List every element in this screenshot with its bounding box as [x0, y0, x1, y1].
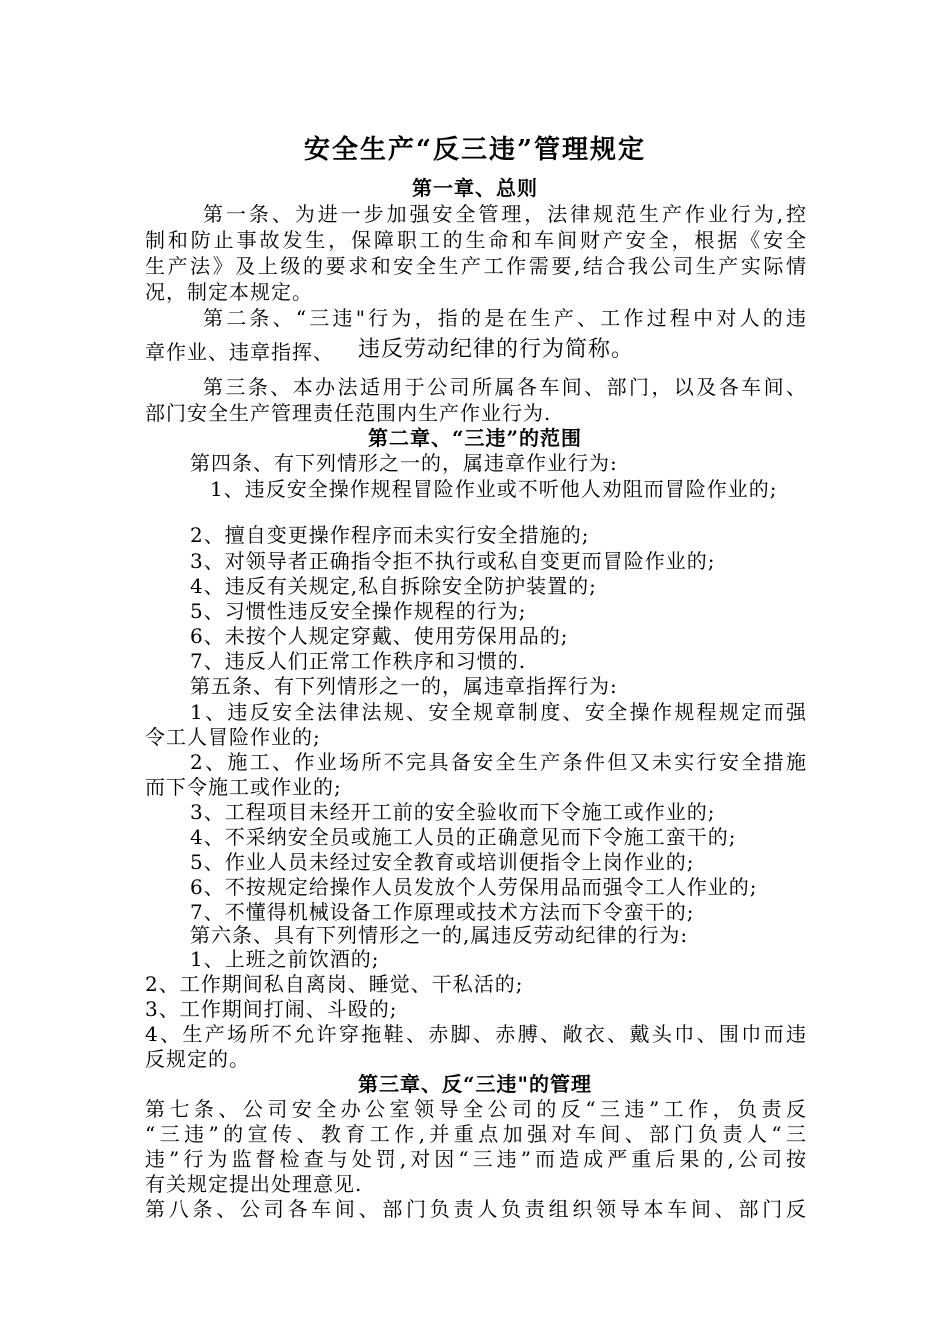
- article-5-item-2-line-2: 而下令施工或作业的;: [145, 775, 342, 799]
- article-6: 第六条、具有下列情形之一的,属违反劳动纪律的行为:: [190, 923, 689, 947]
- article-4-item-7: 7、违反人们正常工作秩序和习惯的.: [190, 649, 527, 673]
- article-6-item-2: 2、工作期间私自离岗、睡觉、干私活的;: [145, 972, 524, 996]
- article-5-item-1-line-1: 1、违反安全法律法规、安全规章制度、安全操作规程规定而强: [190, 700, 807, 724]
- article-2-line-2b: 违反劳动纪律的行为简称。: [358, 337, 635, 362]
- article-3-line-1: 第三条、本办法适用于公司所属各车间、部门，以及各车间、: [203, 375, 807, 399]
- chapter-2-heading: 第二章、“三违”的范围: [367, 426, 582, 450]
- chapter-3-heading: 第三章、反“三违"的管理: [358, 1072, 592, 1096]
- article-4-item-6: 6、未按个人规定穿戴、使用劳保用品的;: [190, 624, 569, 648]
- article-2-line-1: 第二条、“三违"行为，指的是在生产、工作过程中对人的违: [203, 306, 807, 330]
- article-7-line-2: “三违”的宣传、教育工作,并重点加强对车间、部门负责人“三: [145, 1122, 807, 1146]
- article-6-item-4-line-1: 4、生产场所不允许穿拖鞋、赤脚、赤膊、敞衣、戴头巾、围巾而违: [145, 1022, 807, 1046]
- article-6-item-1: 1、上班之前饮酒的;: [190, 947, 380, 971]
- article-5-item-6: 6、不按规定给操作人员发放个人劳保用品而强令工人作业的;: [190, 875, 758, 899]
- article-5: 第五条、有下列情形之一的，属违章指挥行为:: [190, 674, 618, 698]
- article-4-item-3: 3、对领导者正确指令拒不执行或私自变更而冒险作业的;: [190, 549, 716, 573]
- article-7-line-4: 有关规定提出处理意见.: [145, 1172, 363, 1196]
- article-2-line-2a: 章作业、违章指挥、: [145, 340, 334, 364]
- article-1-line-2: 制和防止事故发生，保障职工的生命和车间财产安全，根据《安全: [145, 228, 807, 252]
- article-1-line-4: 况，制定本规定。: [145, 280, 313, 304]
- article-7-line-1: 第七条、公司安全办公室领导全公司的反“三违”工作，负责反: [145, 1097, 807, 1121]
- article-4-item-4: 4、违反有关规定,私自拆除安全防护装置的;: [190, 574, 597, 598]
- chapter-1-heading: 第一章、总则: [412, 176, 538, 200]
- article-8-line-1: 第八条、公司各车间、部门负责人负责组织领导本车间、部门反: [145, 1197, 807, 1221]
- article-4: 第四条、有下列情形之一的，属违章作业行为:: [190, 451, 618, 475]
- article-7-line-3: 违”行为监督检查与处罚,对因“三违”而造成严重后果的,公司按: [145, 1147, 807, 1171]
- article-5-item-2-line-1: 2、施工、作业场所不完具备安全生产条件但又未实行安全措施: [190, 750, 807, 774]
- article-5-item-1-line-2: 令工人冒险作业的;: [145, 725, 321, 749]
- article-4-item-5: 5、习惯性违反安全操作规程的行为;: [190, 599, 527, 623]
- article-5-item-4: 4、不采纳安全员或施工人员的正确意见而下令施工蛮干的;: [190, 825, 737, 849]
- article-4-item-2: 2、擅自变更操作程序而未实行安全措施的;: [190, 523, 590, 547]
- article-3-line-2: 部门安全生产管理责任范围内生产作业行为.: [145, 401, 552, 425]
- article-1-line-3: 生产法》及上级的要求和安全生产工作需要,结合我公司生产实际情: [145, 254, 807, 278]
- article-6-item-3: 3、工作期间打闹、斗殴的;: [145, 997, 398, 1021]
- article-5-item-5: 5、作业人员未经过安全教育或培训便指令上岗作业的;: [190, 850, 695, 874]
- document-title: 安全生产“反三违”管理规定: [304, 135, 646, 165]
- article-6-item-4-line-2: 反规定的。: [145, 1047, 250, 1071]
- article-1-line-1: 第一条、为进一步加强安全管理，法律规范生产作业行为,控: [203, 202, 807, 226]
- article-5-item-7: 7、不懂得机械设备工作原理或技术方法而下令蛮干的;: [190, 900, 695, 924]
- article-4-item-1: 1、违反安全操作规程冒险作业或不听他人劝阻而冒险作业的;: [210, 477, 778, 501]
- article-5-item-3: 3、工程项目未经开工前的安全验收而下令施工或作业的;: [190, 800, 716, 824]
